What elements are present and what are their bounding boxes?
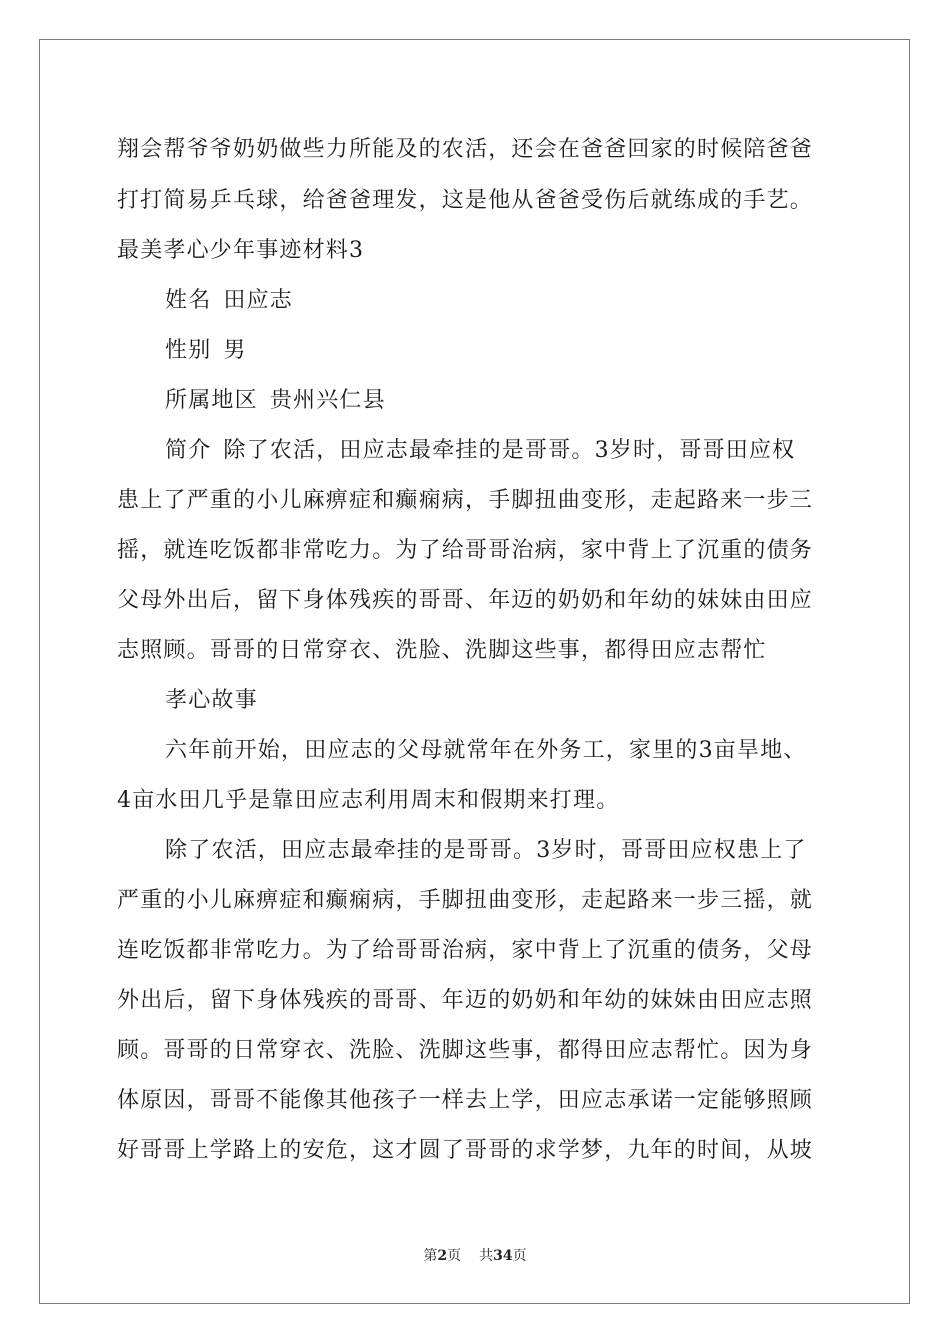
field-gender bbox=[165, 336, 247, 366]
paragraph-line: 4亩水田几乎是靠田应志利用周末和假期来打理。 bbox=[117, 788, 620, 813]
intro-line: 志照顾。哥哥的日常穿衣、洗脸、洗脚这些事，都得田应志帮忙 bbox=[117, 638, 767, 663]
paragraph-line: 体原因，哥哥不能像其他孩子一样去上学，田应志承诺一定能够照顾 bbox=[117, 1088, 814, 1113]
field-value: 男 bbox=[223, 338, 247, 363]
paragraph-line: 六年前开始，田应志的父母就常年在外务工，家里的3亩旱地、 bbox=[165, 738, 807, 763]
page-suffix: 页 bbox=[447, 1248, 462, 1264]
paragraph-line: 除了农活，田应志最牵挂的是哥哥。3岁时，哥哥田应权患上了 bbox=[165, 838, 807, 863]
intro-line: 摇，就连吃饭都非常吃力。为了给哥哥治病，家中背上了沉重的债务 bbox=[117, 538, 814, 563]
intro-line: 父母外出后，留下身体残疾的哥哥、年迈的奶奶和年幼的妹妹由田应 bbox=[117, 588, 814, 613]
text-line: 翔会帮爷爷奶奶做些力所能及的农活，还会在爸爸回家的时候陪爸爸 bbox=[117, 137, 814, 162]
intro-first-line bbox=[165, 436, 795, 466]
paragraph-line: 外出后，留下身体残疾的哥哥、年迈的奶奶和年幼的妹妹由田应志照 bbox=[117, 988, 814, 1013]
paragraph-line: 顾。哥哥的日常穿衣、洗脸、洗脚这些事，都得田应志帮忙。因为身 bbox=[117, 1038, 814, 1063]
page-footer bbox=[0, 1247, 950, 1265]
paragraph-line: 连吃饭都非常吃力。为了给哥哥治病，家中背上了沉重的债务，父母 bbox=[117, 938, 814, 963]
page-number: 2 bbox=[437, 1248, 448, 1264]
total-pages: 34 bbox=[493, 1248, 513, 1264]
intro-line: 患上了严重的小儿麻痹症和癫痫病，手脚扭曲变形，走起路来一步三 bbox=[117, 488, 814, 513]
field-label: 性别 bbox=[165, 338, 212, 363]
field-label: 所属地区 bbox=[165, 388, 258, 413]
field-value: 田应志 bbox=[223, 288, 294, 313]
field-label: 姓名 bbox=[165, 288, 212, 313]
text-line: 打打简易乒乓球，给爸爸理发，这是他从爸爸受伤后就练成的手艺。 bbox=[117, 188, 814, 213]
field-region bbox=[165, 386, 386, 416]
field-value: 贵州兴仁县 bbox=[269, 388, 386, 413]
total-suffix: 页 bbox=[512, 1248, 527, 1264]
story-heading: 孝心故事 bbox=[165, 688, 258, 713]
intro-text: 除了农活，田应志最牵挂的是哥哥。3岁时，哥哥田应权 bbox=[223, 438, 796, 463]
paragraph-line: 严重的小儿麻痹症和癫痫病，手脚扭曲变形，走起路来一步三摇，就 bbox=[117, 888, 814, 913]
page-prefix: 第 bbox=[423, 1248, 438, 1264]
field-name bbox=[165, 286, 293, 316]
total-prefix: 共 bbox=[479, 1248, 494, 1264]
section-title: 最美孝心少年事迹材料3 bbox=[117, 238, 365, 263]
paragraph-line: 好哥哥上学路上的安危，这才圆了哥哥的求学梦，九年的时间，从坡 bbox=[117, 1138, 814, 1163]
intro-label: 简介 bbox=[165, 438, 212, 463]
